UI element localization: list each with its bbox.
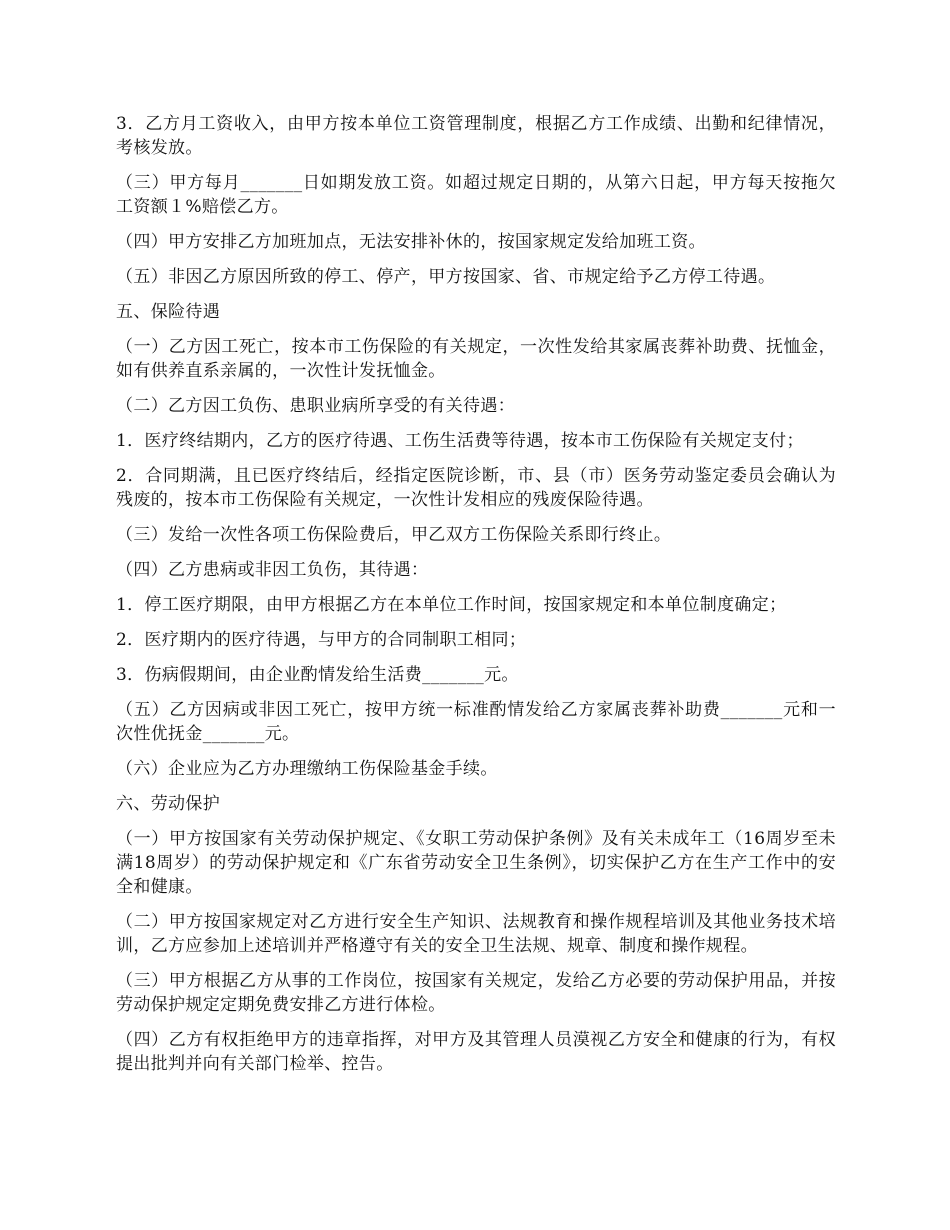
paragraph-medical-period: 1．医疗终结期内，乙方的医疗待遇、工伤生活费等待遇，按本市工伤保险有关规定支付； [116,431,804,451]
paragraph-wage-payment-date: （三）甲方每月_______日如期发放工资。如超过规定日期的，从第六日起，甲方每天按拖欠工资额１%赔偿乙方。 [116,173,836,217]
paragraph-insurance-fund: （六）企业应为乙方办理缴纳工伤保险基金手续。 [116,759,498,779]
paragraph-work-injury: （二）乙方因工负伤、患职业病所享受的有关待遇： [116,396,516,416]
paragraph-work-stoppage: （五）非因乙方原因所致的停工、停产，甲方按国家、省、市规定给予乙方停工待遇。 [116,267,776,287]
section-heading-labor-protection: 六、劳动保护 [116,794,221,814]
paragraph-funeral-subsidy: （五）乙方因病或非因工死亡，按甲方统一标准酌情发给乙方家属丧葬补助费_______元和一次性优抚金_______元。 [116,700,836,744]
paragraph-right-to-refuse: （四）乙方有权拒绝甲方的违章指挥，对甲方及其管理人员漠视乙方安全和健康的行为，有权提出批判并向有关部门检举、控告。 [116,1030,836,1074]
paragraph-insurance-termination: （三）发给一次性各项工伤保险费后，甲乙双方工伤保险关系即行终止。 [116,525,672,545]
section-heading-insurance: 五、保险待遇 [116,302,221,322]
paragraph-work-death: （一）乙方因工死亡，按本市工伤保险的有关规定，一次性发给其家属丧葬补助费、抚恤金，如有供养直系亲属的，一次性计发抚恤金。 [116,337,836,381]
paragraph-sick-leave-period: 1．停工医疗期限，由甲方根据乙方在本单位工作时间，按国家规定和本单位制度确定； [116,595,787,615]
document-page [116,112,836,1087]
paragraph-overtime-pay: （四）甲方安排乙方加班加点，无法安排补休的，按国家规定发给加班工资。 [116,232,706,252]
paragraph-medical-treatment: 2．医疗期内的医疗待遇，与甲方的合同制职工相同； [116,630,527,650]
paragraph-wage-assessment: 3．乙方月工资收入，由甲方按本单位工资管理制度，根据乙方工作成绩、出勤和纪律情况，考核发放。 [116,114,836,158]
paragraph-protective-equipment: （三）甲方根据乙方从事的工作岗位，按国家有关规定，发给乙方必要的劳动保护用品，并按劳动保护规定定期免费安排乙方进行体检。 [116,971,836,1015]
paragraph-illness-treatment: （四）乙方患病或非因工负伤，其待遇： [116,560,429,580]
paragraph-protection-regulations: （一）甲方按国家有关劳动保护规定、《女职工劳动保护条例》及有关未成年工（16周岁至未满18周岁）的劳动保护规定和《广东省劳动安全卫生条例》，切实保护乙方在生产工作中的安全和健康。 [116,829,836,897]
paragraph-disability: 2．合同期满，且已医疗终结后，经指定医院诊断，市、县（市）医务劳动鉴定委员会确认为残废的，按本市工伤保险有关规定，一次性计发相应的残废保险待遇。 [116,466,836,510]
paragraph-living-allowance: 3．伤病假期间，由企业酌情发给生活费_______元。 [116,665,519,685]
paragraph-safety-training: （二）甲方按国家规定对乙方进行安全生产知识、法规教育和操作规程培训及其他业务技术培训，乙方应参加上述培训并严格遵守有关的安全卫生法规、规章、制度和操作规程。 [116,912,836,956]
